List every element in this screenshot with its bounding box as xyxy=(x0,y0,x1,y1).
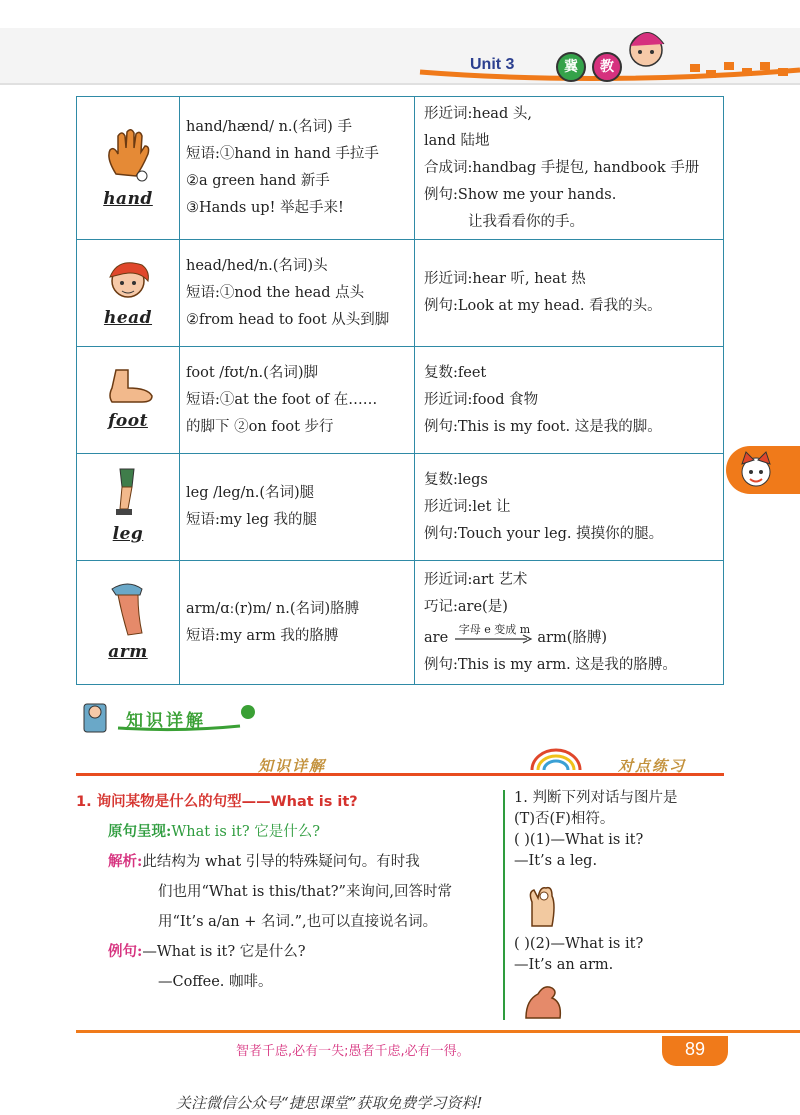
exercise-question[interactable]: ( )(2)—What is it? xyxy=(514,936,644,952)
arrow-from: are xyxy=(424,629,449,646)
note-line: 例句:Look at my head. 看我的头。 xyxy=(424,298,662,314)
word-picture-cell xyxy=(77,454,180,561)
arrow-note: 字母 e 变成 m xyxy=(458,622,531,636)
analysis-label: 解析: xyxy=(108,853,143,870)
table-row xyxy=(77,561,724,685)
table-row xyxy=(77,347,724,454)
table-row xyxy=(77,97,724,240)
notes-cell xyxy=(415,240,724,347)
word-cursive: foot xyxy=(108,410,148,431)
arm-icon xyxy=(98,579,158,637)
section-title: 1. 询问某物是什么的句型——What is it? xyxy=(76,794,358,810)
definition-line: foot /fʊt/n.(名词)脚 xyxy=(186,364,318,381)
word-picture-cell xyxy=(77,240,180,347)
definition-line: ②a green hand 新手 xyxy=(186,173,330,189)
head-icon xyxy=(98,255,158,303)
notes-cell xyxy=(415,347,724,454)
definition-cell xyxy=(180,240,415,347)
example-label: 例句: xyxy=(108,943,143,960)
word-cursive: arm xyxy=(108,642,148,662)
definition-line: arm/ɑː(r)m/ n.(名词)胳膊 xyxy=(186,600,360,617)
definition-line: hand/hænd/ n.(名词) 手 xyxy=(186,119,352,135)
note-line: 复数:legs xyxy=(424,471,488,488)
exercise-intro: 1. 判断下列对话与图片是 xyxy=(514,790,678,806)
definition-cell xyxy=(180,347,415,454)
definition-line: 的脚下 ②on foot 步行 xyxy=(186,418,334,435)
definition-cell xyxy=(180,561,415,685)
mascot-icon xyxy=(736,450,776,490)
column-heading-right: 对点练习 xyxy=(618,757,687,775)
exercise-section xyxy=(514,788,729,1020)
page-number: 89 xyxy=(662,1036,728,1066)
definition-line: ②from head to foot 从头到脚 xyxy=(186,311,390,328)
note-line: 形近词:art 艺术 xyxy=(424,571,528,588)
table-row xyxy=(77,454,724,561)
note-line: 例句:This is my foot. 这是我的脚。 xyxy=(424,418,662,435)
definition-line: head/hed/n.(名词)头 xyxy=(186,257,328,274)
note-line: 形近词:hear 听, heat 热 xyxy=(424,271,586,287)
note-line: 例句:Touch your leg. 摸摸你的腿。 xyxy=(424,525,664,542)
edition-badge: 冀 xyxy=(556,52,586,82)
analysis-line xyxy=(76,847,496,877)
analysis-text: 们也用“What is this/that?”来询问,回答时常 xyxy=(158,884,452,900)
note-line: 合成词:handbag 手提包, handbook 手册 xyxy=(424,159,700,176)
word-cursive: leg xyxy=(112,523,144,544)
exercise-question[interactable]: ( )(1)—What is it? xyxy=(514,832,644,848)
footer-motto: 智者千虑,必有一失;愚者千虑,必有一得。 xyxy=(236,1044,470,1059)
word-picture-cell xyxy=(77,561,180,685)
wechat-note: 关注微信公众号“捷思课堂”获取免费学习资料! xyxy=(176,1094,483,1112)
definition-line: 短语:my arm 我的胳膊 xyxy=(186,627,339,644)
foot-icon xyxy=(98,366,158,406)
side-tab xyxy=(726,446,800,494)
definition-line: ③Hands up! 举起手来! xyxy=(186,200,344,216)
word-picture-cell xyxy=(77,97,180,240)
flexed-arm-icon xyxy=(522,980,566,1020)
note-line: 复数:feet xyxy=(424,364,487,381)
edition-badge: 教 xyxy=(592,52,622,82)
note-line: 巧记:are(是) xyxy=(424,598,508,615)
notes-cell xyxy=(415,454,724,561)
column-heading-left: 知识详解 xyxy=(258,757,327,775)
note-line: 例句:Show me your hands. xyxy=(424,186,617,203)
definition-line: 短语:①nod the head 点头 xyxy=(186,284,365,301)
ok-hand-icon xyxy=(522,876,562,928)
definition-line: 短语:my leg 我的腿 xyxy=(186,512,318,528)
exercise-intro: (T)否(F)相符。 xyxy=(514,811,615,827)
definition-cell xyxy=(180,454,415,561)
original-label: 原句呈现: xyxy=(108,823,172,840)
example-text: —Coffee. 咖啡。 xyxy=(158,974,273,990)
note-line xyxy=(424,622,722,652)
original-text: What is it? 它是什么? xyxy=(171,824,320,840)
note-line: 让我看看你的手。 xyxy=(468,213,584,230)
note-line: land 陆地 xyxy=(424,132,490,149)
definition-cell xyxy=(180,97,415,240)
leg-icon xyxy=(98,467,158,519)
original-line xyxy=(76,817,496,847)
notes-cell xyxy=(415,97,724,240)
example-text: —What is it? 它是什么? xyxy=(142,944,306,960)
hand-icon xyxy=(98,124,158,184)
exercise-answer: —It’s an arm. xyxy=(514,957,614,973)
notes-cell xyxy=(415,561,724,685)
vocabulary-table xyxy=(76,96,724,685)
arrow-icon xyxy=(453,622,533,646)
word-cursive: hand xyxy=(103,188,153,209)
table-row xyxy=(77,240,724,347)
word-picture-cell xyxy=(77,347,180,454)
rainbow-icon xyxy=(526,746,586,772)
word-cursive: head xyxy=(103,307,153,328)
exercise-answer: —It’s a leg. xyxy=(514,853,598,869)
page-header xyxy=(0,0,800,100)
note-line: 例句:This is my arm. 这是我的胳膊。 xyxy=(424,656,677,673)
analysis-text: 此结构为 what 引导的特殊疑问句。有时我 xyxy=(142,854,420,870)
note-line: 形近词:let 让 xyxy=(424,498,511,515)
column-divider xyxy=(503,790,505,1020)
example-line xyxy=(76,937,496,967)
note-line: 形近词:head 头, xyxy=(424,105,532,122)
knowledge-banner-title: 知识详解 xyxy=(126,711,206,731)
note-line: 形近词:food 食物 xyxy=(424,391,539,408)
explanation-section xyxy=(76,787,496,997)
unit-label: Unit 3 xyxy=(470,56,515,73)
definition-line: 短语:①at the foot of 在…… xyxy=(186,391,378,408)
definition-line: 短语:①hand in hand 手拉手 xyxy=(186,146,379,162)
footer-bar xyxy=(76,1030,800,1033)
arrow-to: arm(胳膊) xyxy=(537,629,608,646)
definition-line: leg /leg/n.(名词)腿 xyxy=(186,485,315,501)
analysis-text: 用“It’s a/an + 名词.”,也可以直接说名词。 xyxy=(158,914,438,930)
